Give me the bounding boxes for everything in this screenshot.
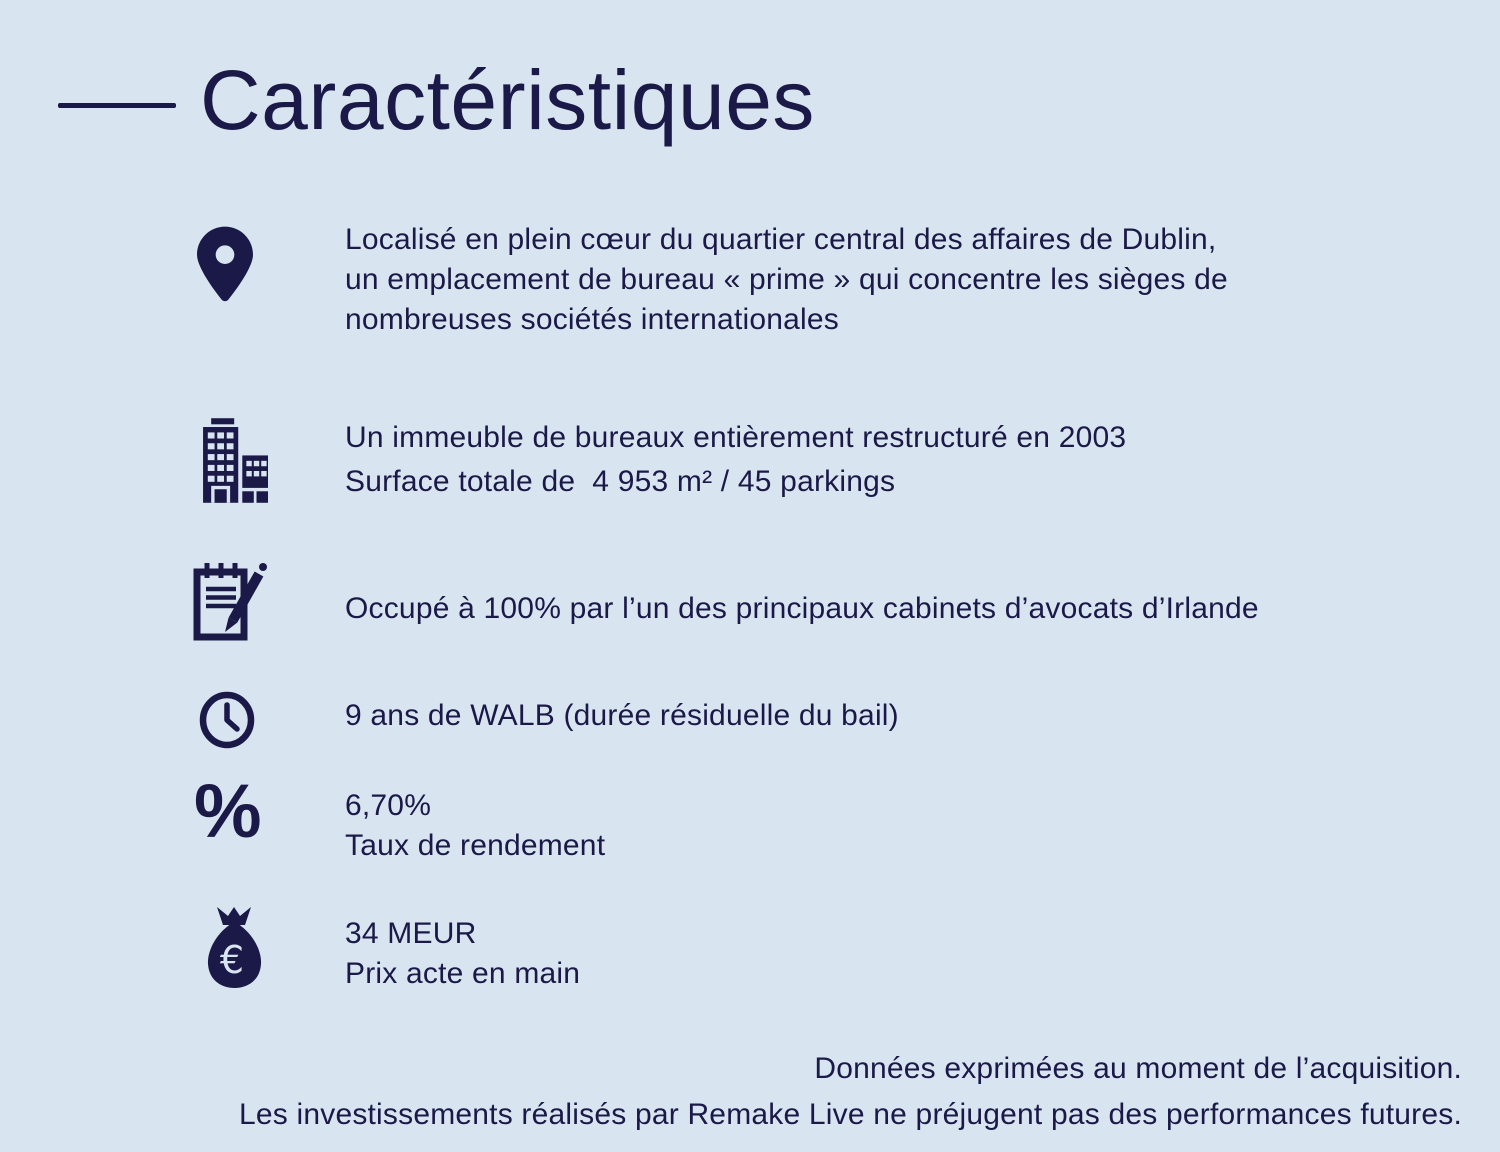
feature-location	[345, 220, 1228, 340]
feature-line: Prix acte en main	[345, 957, 581, 990]
feature-line: 34 MEUR	[345, 917, 477, 950]
office-buildings-icon	[199, 418, 268, 503]
feature-occupancy	[345, 589, 1259, 629]
percent-icon: %	[194, 769, 262, 854]
disclaimer-line: Données exprimées au moment de l’acquisition.	[814, 1052, 1462, 1085]
feature-line: 6,70%	[345, 789, 432, 822]
euro-symbol: €	[219, 938, 245, 982]
feature-line: Occupé à 100% par l’un des principaux cabinets d’avocats d’Irlande	[345, 592, 1259, 625]
page-title: Caractéristiques	[200, 53, 815, 147]
feature-price	[345, 914, 580, 994]
location-pin-icon	[197, 226, 253, 302]
disclaimer	[239, 1046, 1462, 1138]
notepad-pencil-icon	[193, 561, 267, 641]
feature-yield	[345, 786, 605, 866]
feature-line: Un immeuble de bureaux entièrement restructuré en 2003	[345, 421, 1127, 454]
feature-line: Taux de rendement	[345, 829, 606, 862]
disclaimer-line: Les investissements réalisés par Remake Live ne préjugent pas des performances futures.	[238, 1098, 1462, 1131]
clock-icon	[199, 691, 255, 749]
money-bag-icon	[203, 906, 266, 989]
feature-building	[345, 416, 1126, 504]
feature-walb	[345, 696, 899, 736]
title-dash	[58, 103, 176, 108]
feature-line: 9 ans de WALB (durée résiduelle du bail)	[345, 699, 899, 732]
feature-line: un emplacement de bureau « prime » qui concentre les sièges de	[345, 263, 1228, 296]
feature-line: Localisé en plein cœur du quartier central des affaires de Dublin,	[345, 223, 1217, 256]
feature-line: nombreuses sociétés internationales	[345, 303, 839, 336]
feature-line: Surface totale de 4 953 m² / 45 parkings	[345, 465, 896, 498]
